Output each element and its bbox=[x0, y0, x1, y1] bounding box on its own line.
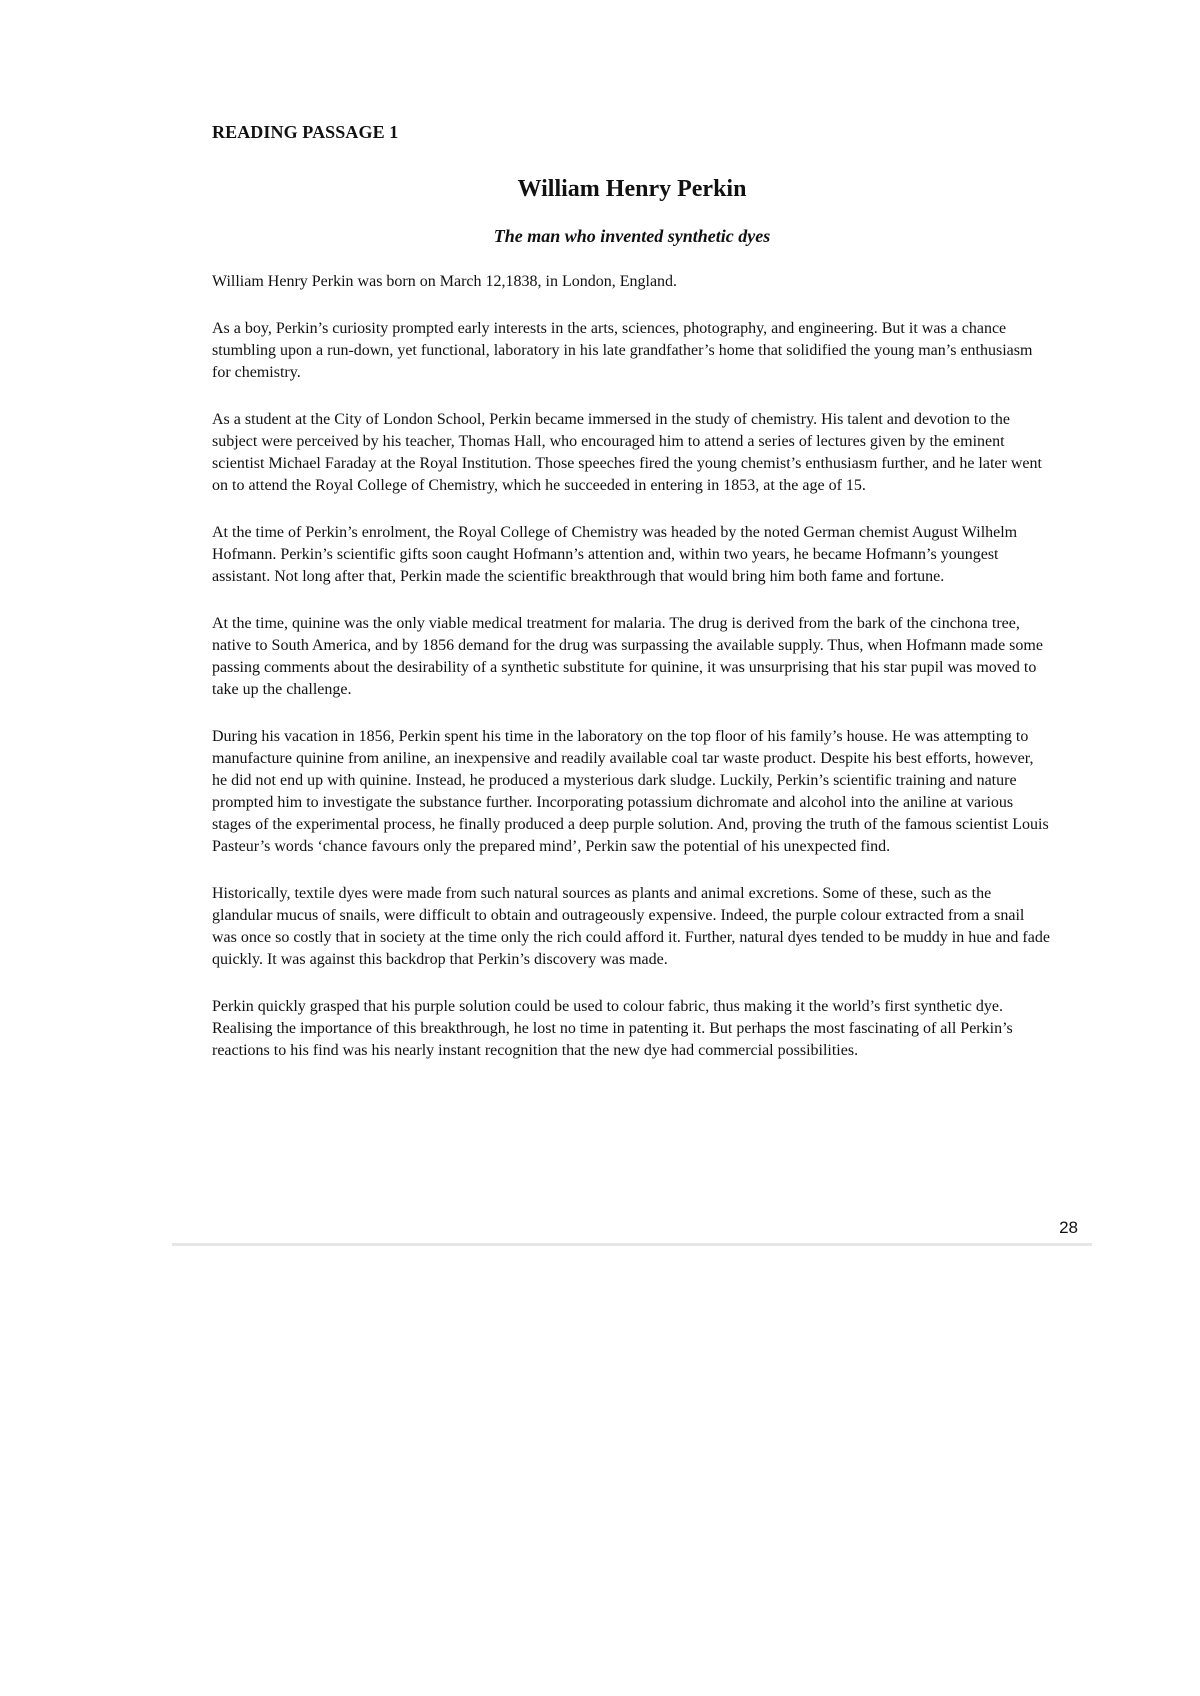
article-body bbox=[212, 271, 1052, 1062]
paragraph-7: Historically, textile dyes were made from such natural sources as plants and animal excretions. Some of these, such as the glandular mucus of snails, were difficult to obtain and outrageously expensive. Indeed, the purple colour extracted from a snail was once so costly that in society at the time only the rich could afford it. Further, natural dyes tended to be muddy in hue and fade quickly. It was against this backdrop that Perkin’s discovery was made. bbox=[212, 885, 1050, 969]
paragraph-1: William Henry Perkin was born on March 12,1838, in London, England. bbox=[212, 273, 678, 291]
article-title: William Henry Perkin bbox=[517, 176, 747, 202]
page-number: 28 bbox=[1059, 1218, 1078, 1237]
document-content bbox=[212, 122, 1052, 1087]
paragraph-6: During his vacation in 1856, Perkin spent his time in the laboratory on the top floor of his family’s house. He was attempting to manufacture quinine from aniline, an inexpensive and readily available coal tar waste product. Despite his best efforts, however, he did not end up with quinine. Instead, he produced a mysterious dark sludge. Luckily, Perkin’s scientific training and nature prompted him to investigate the substance further. Incorporating potassium dichromate and alcohol into the aniline at various stages of the experimental process, he finally produced a deep purple solution. And, proving the truth of the famous scientist Louis Pasteur’s words ‘chance favours only the prepared mind’, Perkin saw the potential of his unexpected find. bbox=[212, 728, 1049, 856]
paragraph-4: At the time of Perkin’s enrolment, the Royal College of Chemistry was headed by the noted German chemist August Wilhelm Hofmann. Perkin’s scientific gifts soon caught Hofmann’s attention and, within two years, he became Hofmann’s youngest assistant. Not long after that, Perkin made the scientific breakthrough that would bring him both fame and fortune. bbox=[212, 524, 1018, 586]
paragraph-3: As a student at the City of London School, Perkin became immersed in the study of chemistry. His talent and devotion to the subject were perceived by his teacher, Thomas Hall, who encouraged him to attend a series of lectures given by the eminent scientist Michael Faraday at the Royal Institution. Those speeches fired the young chemist’s enthusiasm further, and he later went on to attend the Royal College of Chemistry, which he succeeded in entering in 1853, at the age of 15. bbox=[212, 411, 1042, 495]
paragraph-5: At the time, quinine was the only viable medical treatment for malaria. The drug is derived from the bark of the cinchona tree, native to South America, and by 1856 demand for the drug was surpassing the available supply. Thus, when Hofmann made some passing comments about the desirability of a synthetic substitute for quinine, it was unsurprising that his star pupil was moved to take up the challenge. bbox=[212, 615, 1043, 699]
paragraph-2: As a boy, Perkin’s curiosity prompted early interests in the arts, sciences, photography, and engineering. But it was a chance stumbling upon a run-down, yet functional, laboratory in his late grandfather’s home that solidified the young man’s enthusiasm for chemistry. bbox=[212, 320, 1033, 382]
section-label: READING PASSAGE 1 bbox=[212, 122, 399, 142]
article-subtitle: The man who invented synthetic dyes bbox=[493, 225, 771, 246]
footer-divider bbox=[172, 1243, 1092, 1246]
paragraph-8: Perkin quickly grasped that his purple solution could be used to colour fabric, thus making it the world’s first synthetic dye. Realising the importance of this breakthrough, he lost no time in patenting it. But perhaps the most fascinating of all Perkin’s reactions to his find was his nearly instant recognition that the new dye had commercial possibilities. bbox=[212, 998, 1013, 1060]
